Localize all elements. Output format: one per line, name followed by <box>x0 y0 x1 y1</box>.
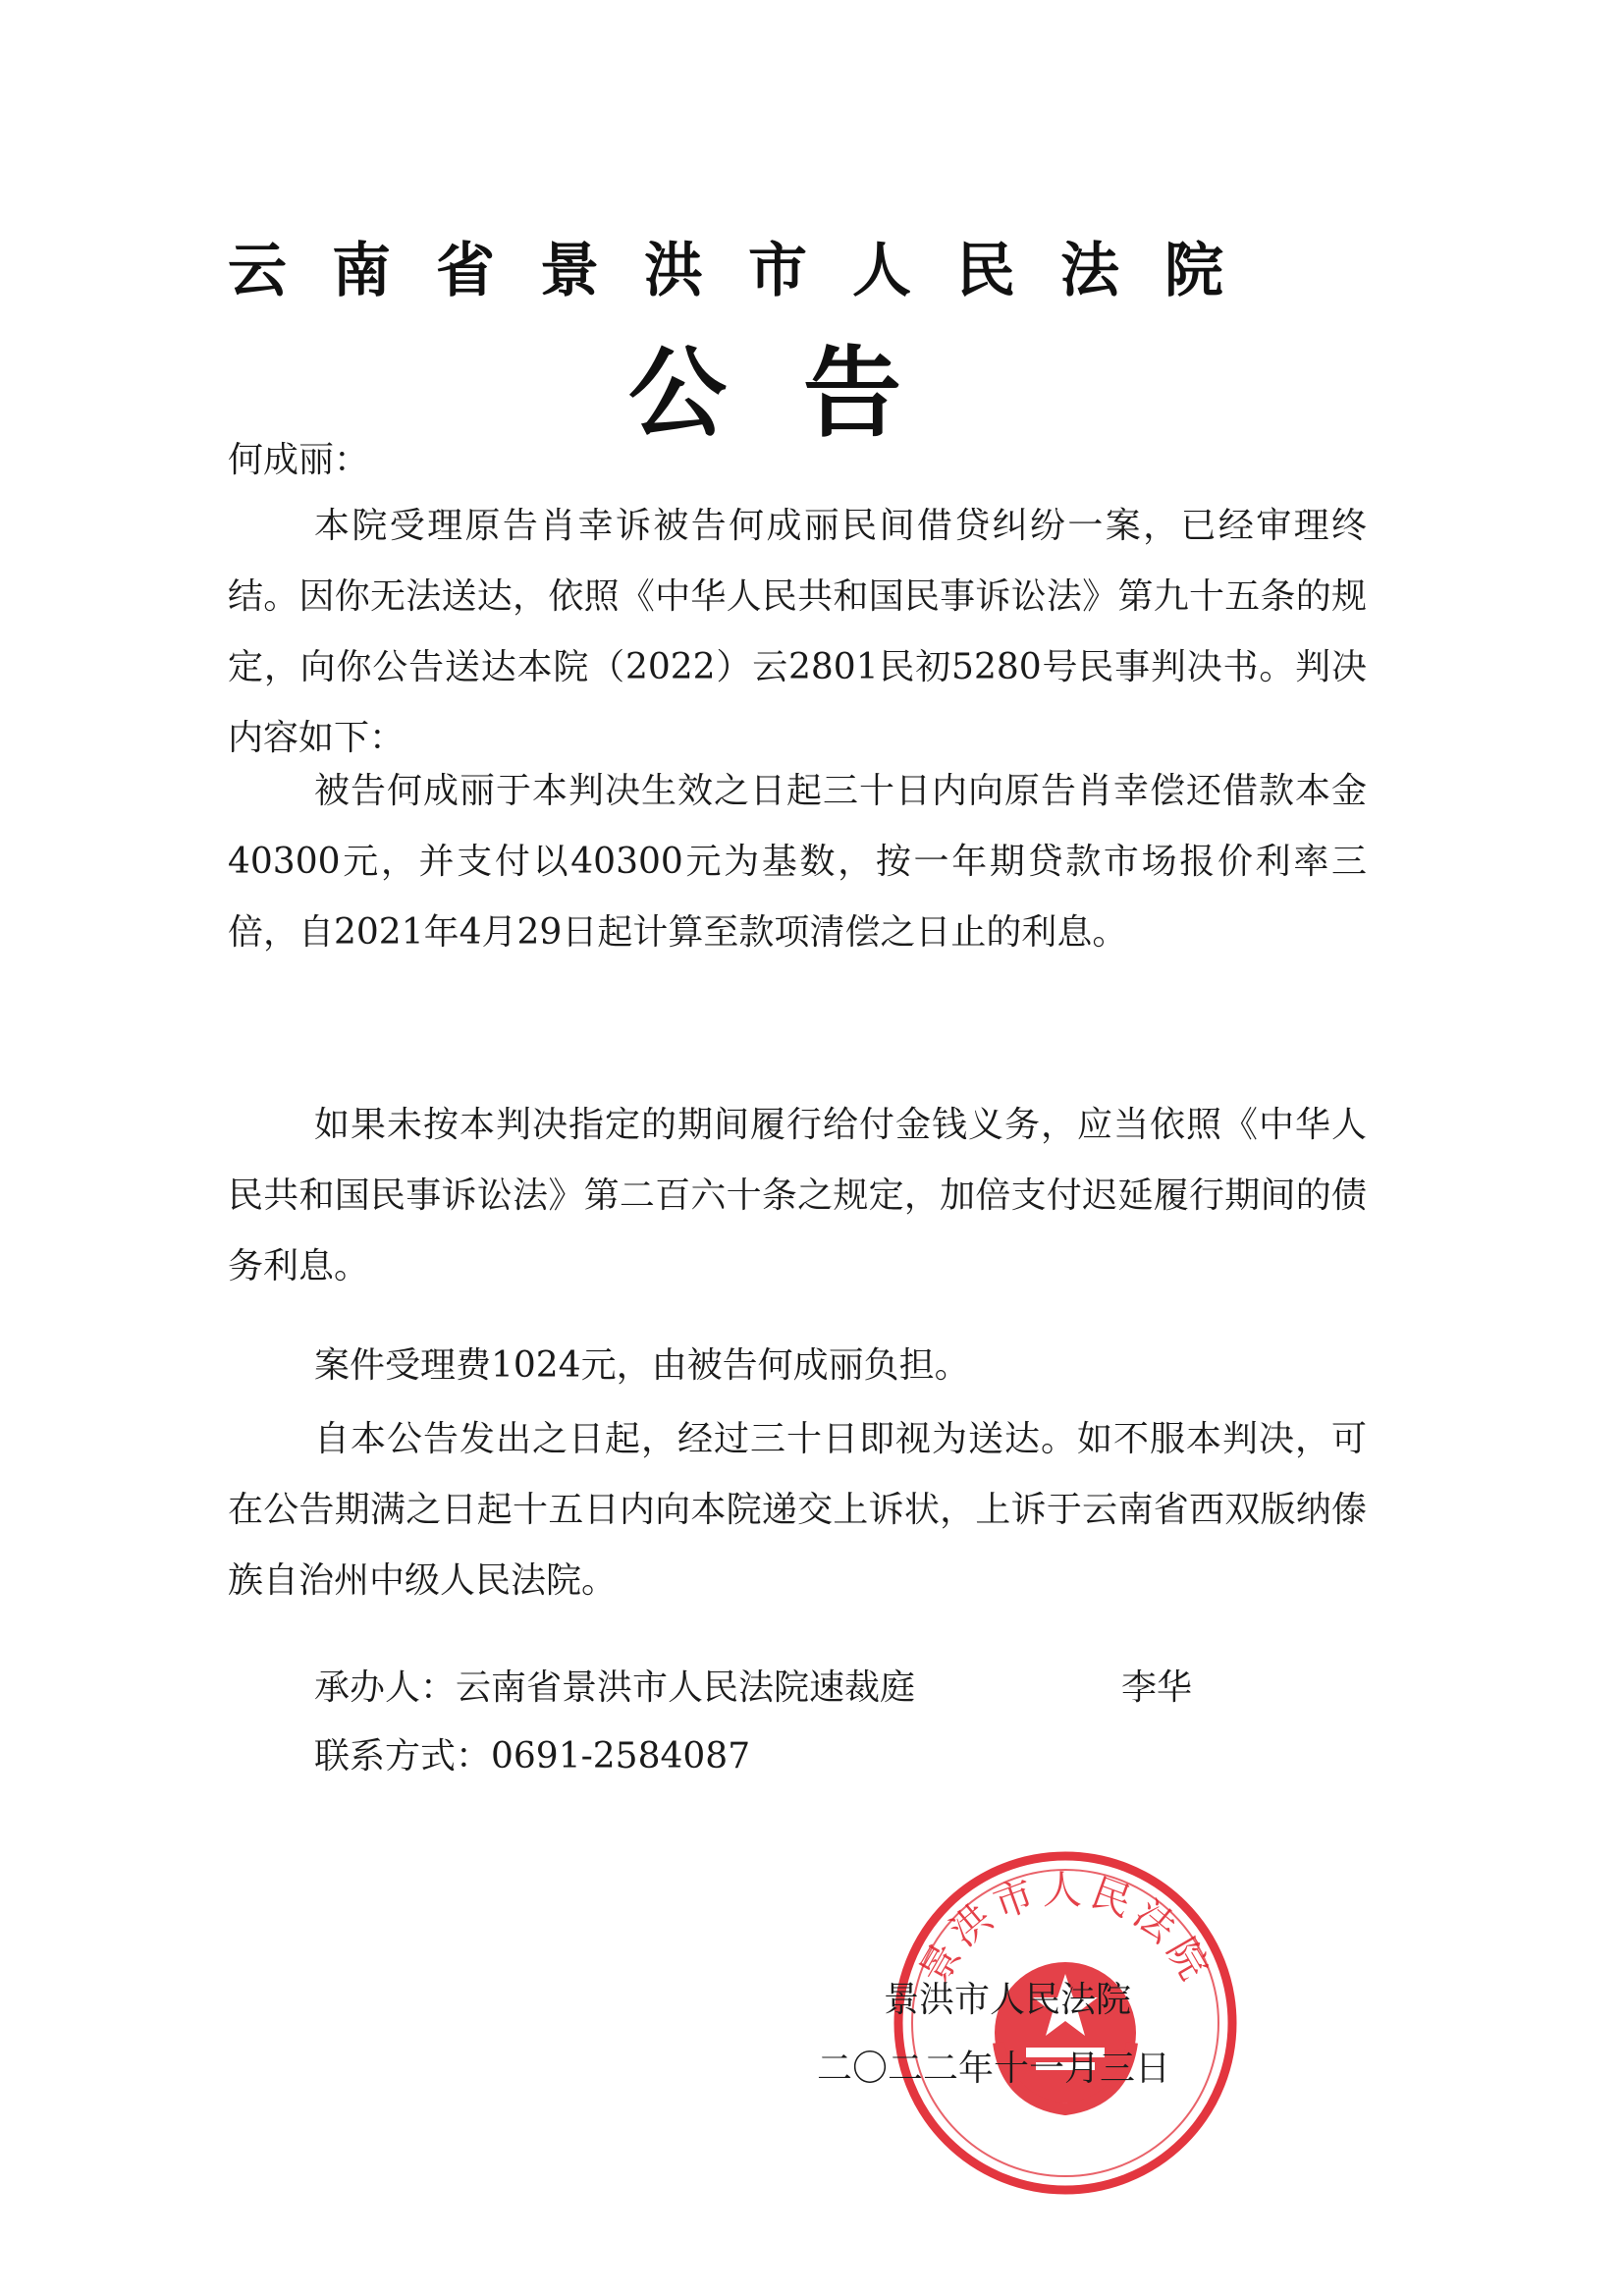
case-handler-name: 李华 <box>1121 1667 1193 1708</box>
body-paragraph-fee: 案件受理费1024元，由被告何成丽负担。 <box>314 1345 970 1386</box>
court-seal-icon <box>889 1846 1242 2200</box>
notice-title: 公告 <box>628 336 978 451</box>
body-paragraph-default-interest: 如果未按本判决指定的期间履行给付金钱义务，应当依照《中华人民共和国民事诉讼法》第二百六十条之规定，加倍支付迟延履行期间的债务利息。 <box>228 1105 1367 1286</box>
seal-text: 景洪市人民法院 <box>911 1868 1219 1993</box>
body-paragraph-judgment: 被告何成丽于本判决生效之日起三十日内向原告肖幸偿还借款本金40300元，并支付以40300元为基数，按一年期贷款市场报价利率三倍，自2021年4月29日起计算至款项清偿之日止的利息。 <box>228 771 1367 953</box>
addressee: 何成丽： <box>228 440 370 480</box>
contact-phone: 联系方式：0691-2584087 <box>314 1736 751 1777</box>
body-paragraph-case: 本院受理原告肖幸诉被告何成丽民间借贷纠纷一案，已经审理终结。因你无法送达，依照《中华人民共和国民事诉讼法》第九十五条的规定，向你公告送达本院（2022）云2801民初5280号民事判决书。判决内容如下： <box>228 506 1367 758</box>
signature-court: 景洪市人民法院 <box>884 1980 1132 2020</box>
body-paragraph-appeal: 自本公告发出之日起，经过三十日即视为送达。如不服本判决，可在公告期满之日起十五日内向本院递交上诉状，上诉于云南省西双版纳傣族自治州中级人民法院。 <box>228 1419 1367 1601</box>
court-name-heading: 云南省景洪市人民法院 <box>228 237 1269 305</box>
case-handler: 承办人：云南省景洪市人民法院速裁庭 <box>314 1667 916 1708</box>
signature-date: 二〇二二年十一月三日 <box>817 2049 1171 2089</box>
